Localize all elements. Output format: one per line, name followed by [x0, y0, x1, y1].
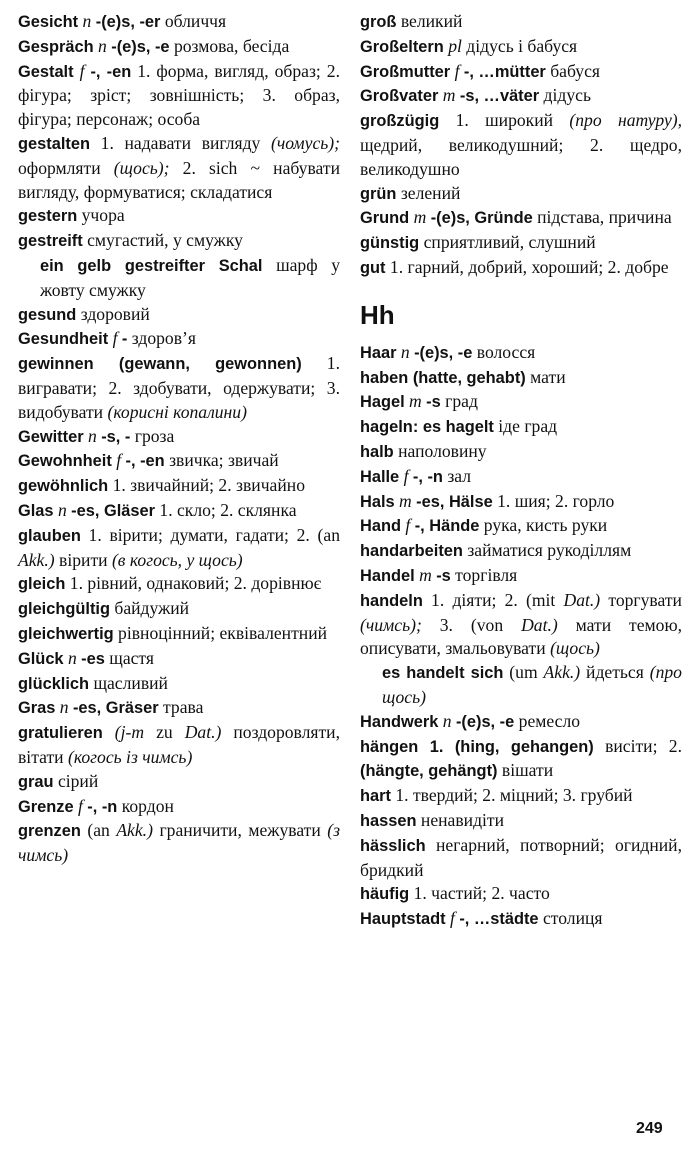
dictionary-entry — [360, 366, 682, 391]
dictionary-entry — [360, 907, 682, 932]
dictionary-entry — [18, 60, 340, 132]
dictionary-entry — [360, 231, 682, 256]
translation: негарний, потворний; огидний, бридкий — [360, 834, 682, 880]
gender: m — [409, 391, 422, 412]
entries-h — [360, 341, 682, 932]
note: (про щось) — [382, 662, 682, 707]
inflection: -es — [81, 649, 105, 668]
headword: hässlich — [360, 836, 426, 855]
dictionary-entry — [360, 490, 682, 515]
inflection: -(e)s, -e — [455, 712, 515, 731]
dictionary-entry — [360, 809, 682, 834]
inflection: -(e)s, -e — [414, 343, 473, 362]
dictionary-entry — [360, 84, 682, 109]
dictionary-entry — [18, 647, 340, 672]
headword: gewöhnlich — [18, 477, 109, 496]
gender: n — [59, 697, 69, 718]
inflection: -(e)s, Gründe — [430, 209, 533, 228]
inflection: -, Hände — [414, 517, 480, 536]
sub-entry — [360, 661, 682, 710]
dictionary-entry — [18, 132, 340, 204]
dictionary-entry — [360, 440, 682, 465]
headword: gleichwertig — [18, 624, 114, 643]
page-number: 249 — [636, 1120, 663, 1137]
headword: Handel — [360, 566, 415, 585]
dictionary-entry — [18, 449, 340, 474]
translation: мати — [530, 366, 566, 387]
headword: Gestalt — [18, 62, 74, 81]
gender: n — [82, 11, 92, 31]
headword: häufig — [360, 885, 410, 904]
translation: смугастий, у смужку — [87, 230, 243, 251]
dictionary-entry — [18, 352, 340, 424]
headword: Hals — [360, 492, 395, 511]
headword: Grenze — [18, 797, 74, 816]
dictionary-entry — [360, 415, 682, 440]
gender: f — [405, 515, 411, 536]
note: (щось) — [550, 638, 600, 659]
headword: hart — [360, 787, 391, 806]
inflection: -, …mütter — [463, 62, 546, 81]
translation: бабуся — [550, 60, 600, 81]
gender: n — [88, 425, 97, 446]
inflection: -, -en — [125, 452, 165, 471]
headword: gleichgültig — [18, 600, 110, 619]
headword: Gewohnheit — [18, 452, 112, 471]
translation: зал — [447, 465, 472, 486]
inflection: -, -n — [412, 467, 443, 486]
translation: 1. гарний, добрий, хороший; 2. добре — [389, 256, 669, 277]
headword: Großeltern — [360, 37, 444, 56]
dictionary-entry — [360, 539, 682, 564]
translation: вішати — [501, 760, 554, 781]
dictionary-entry — [18, 303, 340, 328]
dictionary-entry — [360, 60, 682, 85]
dictionary-entry — [360, 710, 682, 735]
note: Dat.) — [521, 614, 558, 635]
inflection: -s, - — [101, 427, 131, 446]
translation: гроза — [134, 425, 175, 446]
headword: Hand — [360, 517, 401, 536]
translation: 2. sich ~ набувати вигляду, формуватися; складатися — [18, 157, 340, 202]
dictionary-entry — [360, 390, 682, 415]
phrase: es handelt sich — [382, 664, 504, 683]
translation: граничити, межувати — [159, 820, 321, 841]
note: Dat.) — [563, 589, 601, 610]
dictionary-entry — [18, 819, 340, 868]
dictionary-entry — [18, 597, 340, 622]
headword: gewinnen (gewann, gewonnen) — [18, 355, 302, 374]
gender: m — [442, 85, 456, 106]
translation: здоровий — [80, 303, 150, 324]
inflection: -es, Hälse — [416, 492, 493, 511]
dictionary-entry — [360, 341, 682, 366]
translation: 1. вірити; думати, гадати; 2. (an — [88, 524, 340, 545]
translation: 3. (von — [439, 614, 504, 635]
note: (з чимсь) — [18, 820, 341, 866]
gender: pl — [448, 35, 462, 56]
headword: handeln — [360, 591, 423, 610]
headword: Hauptstadt — [360, 910, 446, 929]
translation: обличчя — [164, 11, 227, 31]
headword-form: (hängte, gehängt) — [360, 762, 498, 781]
translation: столиця — [542, 908, 603, 929]
gender: n — [67, 647, 77, 668]
headword: glauben — [18, 526, 81, 545]
headword: gestreift — [18, 232, 83, 251]
translation: 1. діяти; 2. (mit — [431, 589, 556, 610]
headword: Glas — [18, 501, 54, 520]
headword: Glück — [18, 649, 64, 668]
inflection: - — [121, 330, 128, 349]
translation: (an — [87, 820, 110, 841]
translation: 1. частий; 2. часто — [413, 883, 550, 904]
note: (про натуру), — [569, 110, 683, 131]
dictionary-entry — [360, 256, 682, 281]
headword: gut — [360, 258, 386, 277]
translation: оформляти — [18, 157, 101, 178]
translation: великий — [400, 11, 463, 31]
translation: 1. вигравати; 2. здобувати, одержувати; 3. видобувати — [18, 353, 340, 422]
section-letter-heading: Hh — [360, 299, 395, 330]
note: (чимсь); — [360, 614, 422, 635]
translation: дідусь і бабуся — [466, 35, 578, 56]
translation: 1. скло; 2. склянка — [159, 499, 297, 520]
dictionary-entry — [360, 206, 682, 231]
headword: hageln: es hagelt — [360, 418, 494, 437]
translation: zu — [156, 722, 173, 743]
inflection: -s — [436, 566, 451, 585]
sub-entry — [18, 254, 340, 303]
dictionary-entry — [18, 721, 340, 770]
dictionary-entry — [360, 465, 682, 490]
headword: Grund — [360, 209, 410, 228]
headword: Großvater — [360, 87, 439, 106]
gender: m — [399, 490, 412, 511]
note: (в когось, у щось) — [111, 549, 243, 570]
translation: 1. широкий — [455, 110, 554, 131]
headword: grau — [18, 772, 54, 791]
translation: іде град — [498, 416, 558, 437]
headword: glücklich — [18, 674, 90, 693]
translation: висіти; 2. — [605, 735, 682, 756]
gender: f — [454, 60, 460, 81]
gender: f — [79, 60, 85, 81]
translation: щедрий, великодушний; 2. щедро, великодушно — [360, 134, 682, 179]
dictionary-entry — [18, 622, 340, 647]
dictionary-entry — [18, 672, 340, 697]
translation: рука, кисть руки — [483, 515, 608, 536]
dictionary-entry — [360, 735, 682, 785]
translation: наполовину — [398, 440, 487, 461]
dictionary-entry — [360, 10, 682, 35]
dictionary-entry — [360, 35, 682, 60]
note: (j-m — [114, 722, 145, 743]
dictionary-entry — [360, 514, 682, 539]
translation: байдужий — [114, 598, 190, 619]
headword: Gewitter — [18, 427, 84, 446]
headword: Großmutter — [360, 62, 451, 81]
inflection: -s — [426, 393, 441, 412]
dictionary-entry — [18, 425, 340, 450]
note: Akk.) — [543, 662, 581, 683]
dictionary-entry — [18, 770, 340, 795]
dictionary-entry — [360, 784, 682, 809]
gender: n — [98, 35, 107, 56]
translation: щасливий — [93, 672, 168, 693]
headword: halb — [360, 442, 394, 461]
note: Akk.) — [116, 820, 153, 841]
headword: haben (hatte, gehabt) — [360, 368, 526, 387]
translation: щастя — [109, 647, 154, 668]
note: (щось); — [113, 157, 170, 178]
note: Dat.) — [184, 722, 222, 743]
headword: großzügig — [360, 112, 440, 131]
note: (когось із чимсь) — [67, 746, 193, 767]
translation: вірити — [59, 549, 108, 570]
dictionary-entry — [18, 10, 340, 35]
inflection: -s, …väter — [459, 87, 540, 106]
gender: f — [112, 328, 118, 349]
headword: Hagel — [360, 393, 405, 412]
gender: f — [77, 795, 83, 816]
inflection: -, -en — [90, 62, 132, 81]
headword: gleich — [18, 575, 66, 594]
headword: günstig — [360, 234, 420, 253]
headword: grenzen — [18, 822, 81, 841]
translation: сприятливий, слушний — [423, 232, 596, 253]
dictionary-entry — [18, 795, 340, 820]
translation: звичка; звичай — [169, 450, 279, 471]
note: (чомусь); — [271, 132, 340, 153]
headword: gestern — [18, 207, 78, 226]
gender: n — [400, 341, 410, 362]
translation: 1. надавати вигляду — [100, 132, 261, 153]
headword: gesund — [18, 305, 77, 324]
headword: gratulieren — [18, 724, 103, 743]
translation: (um — [509, 662, 538, 683]
translation: волосся — [476, 341, 536, 362]
gender: f — [403, 465, 409, 486]
translation: займатися рукоділлям — [467, 540, 632, 561]
translation: 1. твердий; 2. міцний; 3. грубий — [395, 785, 633, 806]
translation: здоров’я — [131, 328, 196, 349]
gender: n — [57, 499, 67, 520]
dictionary-entry — [18, 35, 340, 60]
dictionary-entry — [360, 882, 682, 907]
inflection: -es, Gräser — [72, 699, 159, 718]
dictionary-entry — [18, 572, 340, 597]
headword: grün — [360, 184, 397, 203]
translation: дідусь — [543, 85, 591, 106]
dictionary-entry — [18, 499, 340, 524]
translation: кордон — [121, 795, 174, 816]
translation: ненавидіти — [420, 809, 505, 830]
inflection: -(e)s, -er — [95, 13, 161, 31]
translation: рівноцінний; еквівалентний — [118, 622, 328, 643]
translation: ремесло — [518, 710, 581, 731]
headword: Gespräch — [18, 37, 94, 56]
gender: f — [116, 450, 122, 471]
gender: n — [442, 710, 452, 731]
gender: m — [413, 207, 427, 228]
translation: торгувати — [608, 589, 682, 610]
inflection: -, …städte — [459, 910, 539, 929]
right-column — [360, 10, 682, 932]
dictionary-entry — [18, 204, 340, 229]
dictionary-entry — [18, 474, 340, 499]
translation: йдеться — [586, 662, 644, 683]
headword: Gesundheit — [18, 330, 109, 349]
gender: f — [450, 908, 455, 929]
dictionary-entry — [18, 524, 340, 573]
left-column — [18, 10, 340, 868]
dictionary-entry — [360, 109, 682, 181]
translation: зелений — [400, 182, 461, 203]
entries-g-continued — [360, 10, 682, 281]
gender: m — [419, 564, 432, 585]
translation: сірий — [57, 770, 99, 791]
phrase: ein gelb gestreifter Schal — [40, 256, 263, 275]
headword: Handwerk — [360, 712, 439, 731]
translation: учора — [81, 205, 125, 226]
dictionary-entry — [360, 589, 682, 661]
headword: groß — [360, 13, 397, 31]
dictionary-entry — [360, 564, 682, 589]
translation: поздоровляти, вітати — [18, 722, 340, 767]
headword: Gras — [18, 699, 56, 718]
inflection: -es, Gläser — [71, 501, 155, 520]
translation: град — [445, 391, 478, 412]
translation: мати темою, описувати, змальовувати — [360, 614, 683, 659]
dictionary-entry — [360, 182, 682, 207]
headword: Halle — [360, 467, 400, 486]
dictionary-entry — [18, 327, 340, 352]
dictionary-entry — [18, 229, 340, 254]
headword: handarbeiten — [360, 542, 463, 561]
inflection: -(e)s, -e — [111, 37, 170, 56]
note: Akk.) — [18, 549, 55, 570]
headword: gestalten — [18, 134, 90, 153]
translation: 1. рівний, однаковий; 2. дорівнює — [69, 573, 322, 594]
headword: hassen — [360, 811, 417, 830]
translation: підстава, причина — [537, 207, 672, 228]
translation: розмова, бесіда — [173, 35, 290, 56]
translation: 1. шия; 2. горло — [497, 490, 615, 511]
headword: hängen 1. (hing, gehangen) — [360, 737, 594, 756]
translation: 1. звичайний; 2. звичайно — [112, 475, 305, 496]
inflection: -, -n — [87, 797, 118, 816]
dictionary-entry — [18, 696, 340, 721]
headword: Gesicht — [18, 13, 79, 31]
translation: трава — [163, 697, 204, 718]
translation: шарф у жовту смужку — [40, 254, 341, 300]
translation: торгівля — [455, 564, 518, 585]
dictionary-entry — [360, 834, 682, 883]
translation: 1. форма, вигляд, образ; 2. фігура; зріст; зовнішність; 3. образ, фігура; персонаж; особа — [18, 60, 340, 130]
note: (корисні копалини) — [107, 401, 247, 422]
headword: Haar — [360, 343, 397, 362]
